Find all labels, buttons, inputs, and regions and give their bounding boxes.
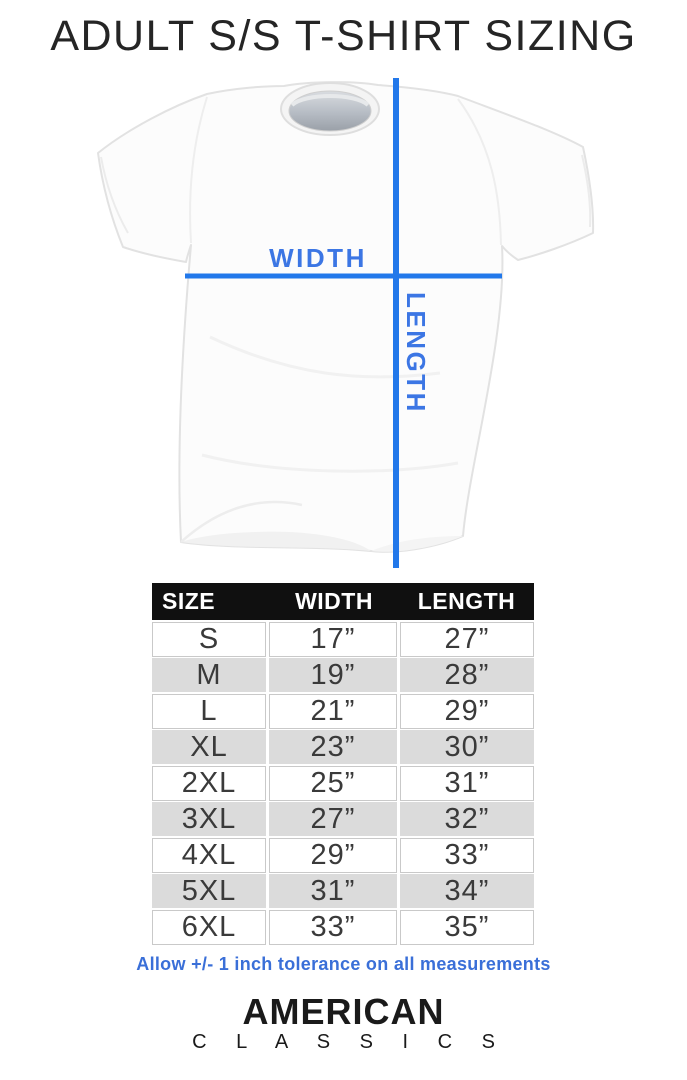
cell-length: 30” <box>400 730 534 764</box>
cell-size: S <box>152 622 266 657</box>
tolerance-note: Allow +/- 1 inch tolerance on all measurements <box>136 954 551 974</box>
cell-size: 3XL <box>152 802 266 836</box>
cell-width: 33” <box>269 910 397 945</box>
cell-width: 23” <box>269 730 397 764</box>
table-row <box>152 802 534 836</box>
cell-length: 28” <box>400 658 534 692</box>
header-length: LENGTH <box>417 588 516 614</box>
header-width: WIDTH <box>295 588 373 614</box>
cell-width: 19” <box>269 658 397 692</box>
cell-size: 5XL <box>152 874 266 908</box>
table-row <box>152 658 534 692</box>
tshirt-body <box>98 82 593 552</box>
cell-size: L <box>152 694 266 729</box>
cell-width: 17” <box>269 622 397 657</box>
table-row <box>152 622 534 656</box>
shirt-illustration <box>60 75 620 575</box>
cell-size: 2XL <box>152 766 266 801</box>
table-row <box>152 838 534 872</box>
cell-length: 35” <box>400 910 534 945</box>
cell-length: 32” <box>400 802 534 836</box>
table-row <box>152 766 534 800</box>
shirt-diagram <box>60 75 620 575</box>
cell-width: 27” <box>269 802 397 836</box>
length-label: LENGTH <box>401 292 431 414</box>
cell-length: 34” <box>400 874 534 908</box>
cell-width: 29” <box>269 838 397 873</box>
cell-size: 6XL <box>152 910 266 945</box>
size-table <box>152 583 534 944</box>
table-row <box>152 874 534 908</box>
page-title: ADULT S/S T-SHIRT SIZING <box>50 12 637 60</box>
header-size: SIZE <box>162 588 216 614</box>
brand-logo <box>0 991 687 1053</box>
cell-size: 4XL <box>152 838 266 873</box>
cell-width: 25” <box>269 766 397 801</box>
brand-name: AMERICAN <box>242 991 445 1032</box>
brand-subtitle: C L A S S I C S <box>192 1031 507 1053</box>
cell-width: 21” <box>269 694 397 729</box>
cell-length: 31” <box>400 766 534 801</box>
cell-size: XL <box>152 730 266 764</box>
table-row <box>152 910 534 944</box>
cell-width: 31” <box>269 874 397 908</box>
table-row <box>152 730 534 764</box>
cell-length: 29” <box>400 694 534 729</box>
cell-size: M <box>152 658 266 692</box>
table-row <box>152 694 534 728</box>
cell-length: 27” <box>400 622 534 657</box>
cell-length: 33” <box>400 838 534 873</box>
width-label: WIDTH <box>269 243 367 273</box>
size-table-header <box>152 583 534 620</box>
